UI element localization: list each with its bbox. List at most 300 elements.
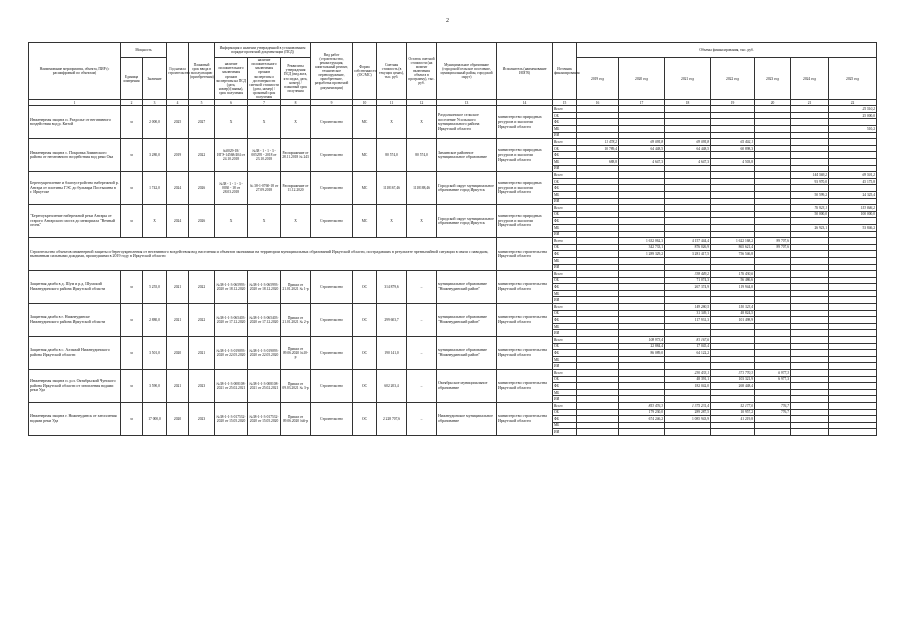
funding-cell [711, 330, 755, 337]
funding-source: ИИ [553, 231, 577, 238]
header-info-a: наличие положительного заключения органов экспертизы на ПСД (дата, номер)/(заявка), срок получения [215, 58, 248, 100]
funding-cell [619, 165, 665, 172]
column-number: 11 [377, 100, 407, 106]
funding-cell [755, 145, 791, 152]
object-name: Инженерная защита г. Нижнеудинск от затопления водами реки Уда [29, 402, 121, 435]
funding-cell: 48 824,5 [711, 310, 755, 317]
funding-cell: 6 977,3 [755, 370, 791, 377]
funding-cell: 25 000,0 [829, 112, 877, 119]
funding-cell [829, 396, 877, 403]
funding-cell [791, 383, 829, 390]
header-info-group: Информация о наличии утвержденной в установленном порядке проектной документации (ПСД) [215, 43, 311, 58]
funding-cell [755, 119, 791, 126]
object-estimate-expertise: №38 - 1 - 1 - 3 - 005295 - 2018 от 23.10.2018 [248, 139, 281, 172]
funding-cell [791, 126, 829, 133]
funding-cell [619, 370, 665, 377]
header-remaining: Остаток сметной стоимости (на момент включения объекта в программу), тыс. руб. [407, 43, 437, 100]
funding-cell [829, 383, 877, 390]
funding-cell: 1 085 943,9 [665, 416, 711, 423]
object-work-type: Строительство [311, 205, 353, 238]
object-expertise: Х [215, 205, 248, 238]
header-executor: Исполнитель (наименование ИОГВ) [497, 43, 553, 100]
object-name: Защитная дамба в г. Нижнеудинске Нижнеудинского района Иркутской области [29, 304, 121, 337]
funding-cell [829, 350, 877, 357]
funding-cell [665, 126, 711, 133]
funding-cell [829, 145, 877, 152]
funding-cell [665, 211, 711, 218]
funding-cell [755, 165, 791, 172]
funding-cell [791, 264, 829, 271]
header-year: 2023 год [755, 58, 791, 100]
funding-cell [829, 317, 877, 324]
funding-cell [665, 429, 711, 436]
funding-source: ОБ [553, 343, 577, 350]
column-number: 18 [665, 100, 711, 106]
funding-cell [755, 356, 791, 363]
funding-cell [619, 224, 665, 231]
column-number: 1 [29, 100, 121, 106]
object-ownership: ОС [353, 370, 377, 403]
funding-cell [577, 238, 619, 245]
object-cost: 314 879,6 [377, 271, 407, 304]
funding-cell [577, 119, 619, 126]
funding-cell [755, 297, 791, 304]
funding-cell [665, 198, 711, 205]
object-name: Инженерная защита с. Покровка Зиминского района от негативного воздействия вод реки Ока [29, 139, 121, 172]
funding-cell [577, 402, 619, 409]
funding-cell [711, 165, 755, 172]
object-plan-year: 2027 [189, 106, 215, 139]
funding-cell [829, 251, 877, 258]
funding-cell [577, 337, 619, 344]
column-number: 3 [143, 100, 167, 106]
funding-cell [619, 185, 665, 192]
funding-source: ФБ [553, 251, 577, 258]
funding-cell: 153 846,2 [829, 205, 877, 212]
header-funding-group: Объемы финансирования, тыс. руб. [577, 43, 877, 58]
funding-cell [619, 271, 665, 278]
funding-cell [755, 350, 791, 357]
funding-cell [755, 106, 791, 113]
funding-cell [619, 363, 665, 370]
header-unit: Единица измерения [121, 58, 143, 100]
funding-cell [791, 409, 829, 416]
funding-cell [755, 112, 791, 119]
funding-cell [577, 126, 619, 133]
funding-cell: 1 375 231,4 [665, 402, 711, 409]
funding-cell [577, 218, 619, 225]
object-cost: 2 228 707,6 [377, 402, 407, 435]
funding-cell: 150 323,4 [711, 304, 755, 311]
object-unit: м [121, 106, 143, 139]
header-year: 2022 год [711, 58, 755, 100]
funding-cell [755, 389, 791, 396]
funding-source: Всего [553, 304, 577, 311]
funding-cell [755, 290, 791, 297]
object-executor: министерство строительства Иркутской области [497, 370, 553, 403]
table-row [29, 139, 877, 146]
funding-cell [619, 257, 665, 264]
funding-cell: 64 122,2 [665, 350, 711, 357]
funding-cell [577, 205, 619, 212]
object-unit: м [121, 370, 143, 403]
funding-cell [577, 356, 619, 363]
funding-cell [829, 132, 877, 139]
funding-cell [619, 152, 665, 159]
funding-cell [791, 251, 829, 258]
funding-source: ФБ [553, 317, 577, 324]
funding-cell: 865 621,4 [711, 244, 755, 251]
table-row [29, 370, 877, 377]
funding-cell [791, 317, 829, 324]
column-number: 12 [407, 100, 437, 106]
object-approval: Распоряжение от 11.12.2020 [281, 172, 311, 205]
funding-cell: 48 391,1 [665, 376, 711, 383]
funding-cell [577, 297, 619, 304]
funding-cell [791, 257, 829, 264]
funding-cell [711, 218, 755, 225]
funding-cell [577, 317, 619, 324]
funding-cell [619, 429, 665, 436]
funding-cell [665, 165, 711, 172]
funding-cell [829, 152, 877, 159]
funding-cell [619, 383, 665, 390]
object-value: 3 280,0 [143, 139, 167, 172]
object-value: 2 000,0 [143, 106, 167, 139]
object-start-year: 2020 [167, 402, 189, 435]
funding-cell [755, 224, 791, 231]
funding-source: ОБ [553, 178, 577, 185]
funding-cell [619, 126, 665, 133]
funding-source: ИИ [553, 330, 577, 337]
funding-cell [577, 409, 619, 416]
funding-cell [711, 264, 755, 271]
object-name: Защитная дамба в д. Шум и р.д. Шумский Нижнеудинского района Иркутской области [29, 271, 121, 304]
funding-cell: 81 167,6 [665, 337, 711, 344]
funding-cell: 60 898,3 [711, 145, 755, 152]
column-number: 15 [553, 100, 577, 106]
funding-cell [619, 317, 665, 324]
funding-cell [791, 132, 829, 139]
object-ownership: ОС [353, 304, 377, 337]
funding-cell [619, 264, 665, 271]
funding-cell [791, 323, 829, 330]
funding-cell [755, 317, 791, 324]
object-executor: министерство природных ресурсов и экологии Иркутской области [497, 139, 553, 172]
header-year: 2020 год [619, 58, 665, 100]
funding-cell [577, 231, 619, 238]
funding-cell [755, 264, 791, 271]
object-work-type: Строительство [311, 304, 353, 337]
funding-cell [619, 389, 665, 396]
funding-cell [619, 119, 665, 126]
header-power: Мощность [121, 43, 167, 58]
funding-cell [829, 257, 877, 264]
funding-cell: 26 923,1 [791, 224, 829, 231]
funding-cell [791, 356, 829, 363]
funding-cell [791, 330, 829, 337]
funding-cell: 89 707,6 [755, 238, 791, 245]
funding-cell [619, 231, 665, 238]
object-municipality: муниципальное образование "Нижнеудинский район" [437, 337, 497, 370]
funding-cell [829, 277, 877, 284]
object-executor: министерство строительства Иркутской области [497, 402, 553, 435]
header-work-type: Вид работ (строительство, реконструкция, капитальный ремонт, техническое перевооружение, приобретение, разработка проектной документации) [311, 43, 353, 100]
funding-source: ФБ [553, 416, 577, 423]
funding-cell [791, 337, 829, 344]
funding-source: МБ [553, 389, 577, 396]
object-approval: Приказ от 09.06.2020 №6-р [281, 402, 311, 435]
funding-cell [577, 370, 619, 377]
header-year: 2019 год [577, 58, 619, 100]
column-number: 8 [281, 100, 311, 106]
funding-cell: 876 026,9 [665, 244, 711, 251]
funding-cell: 182 042,0 [665, 383, 711, 390]
funding-cell: 179 230,0 [619, 409, 665, 416]
funding-source: ФБ [553, 185, 577, 192]
object-plan-year: 2023 [189, 370, 215, 403]
object-unit: м [121, 139, 143, 172]
object-cost: 80 574,0 [377, 139, 407, 172]
funding-cell: 230 433,1 [665, 370, 711, 377]
funding-cell: 31 349,1 [665, 310, 711, 317]
object-approval: Х [281, 205, 311, 238]
funding-cell [665, 178, 711, 185]
object-value: 2 880,0 [143, 304, 167, 337]
funding-cell: 64 448,5 [665, 145, 711, 152]
funding-cell [829, 304, 877, 311]
funding-cell [755, 191, 791, 198]
funding-cell [791, 422, 829, 429]
funding-cell [755, 159, 791, 166]
funding-cell [829, 422, 877, 429]
funding-cell [619, 191, 665, 198]
funding-cell [665, 330, 711, 337]
header-info-c: Реквизиты утверждения ПСД (вид акта, кто издал, дата, номер) / плановый срок получения [281, 58, 311, 100]
funding-cell [711, 191, 755, 198]
funding-cell [619, 290, 665, 297]
funding-cell [711, 198, 755, 205]
funding-cell: 101 498,9 [711, 317, 755, 324]
funding-cell [619, 178, 665, 185]
funding-cell [665, 106, 711, 113]
header-ownership: Форма собственности (ОС/МС) [353, 43, 377, 100]
funding-cell [791, 290, 829, 297]
object-ownership: МС [353, 205, 377, 238]
funding-cell [755, 429, 791, 436]
funding-cell: 267 374,9 [665, 284, 711, 291]
object-expertise: №0029-18/ИГЭ-14568/404 от 24.10.2018 [215, 139, 248, 172]
object-approval: Распоряжение от 28.11.2018 № 243 [281, 139, 311, 172]
funding-cell [577, 191, 619, 198]
funding-source: ОБ [553, 376, 577, 383]
funding-cell [829, 409, 877, 416]
funding-cell [755, 330, 791, 337]
column-number: 9 [311, 100, 353, 106]
header-year: 2021 год [665, 58, 711, 100]
funding-cell [791, 416, 829, 423]
funding-source: ФБ [553, 284, 577, 291]
funding-cell [711, 231, 755, 238]
funding-cell [711, 126, 755, 133]
funding-cell: 117 931,3 [665, 317, 711, 324]
funding-cell: 50 599,2 [791, 191, 829, 198]
object-municipality: Раздольинское сельское поселение Усольского муниципального района Иркутской области [437, 106, 497, 139]
funding-cell [711, 257, 755, 264]
funding-cell: 1 632 062,3 [619, 238, 665, 245]
funding-cell [665, 297, 711, 304]
funding-cell [577, 343, 619, 350]
funding-cell [791, 396, 829, 403]
funding-source: ОБ [553, 112, 577, 119]
object-unit: м [121, 271, 143, 304]
funding-cell [829, 370, 877, 377]
funding-source: ОБ [553, 409, 577, 416]
object-start-year: 2019 [167, 139, 189, 172]
funding-cell [619, 330, 665, 337]
funding-cell [665, 185, 711, 192]
object-ownership: ОС [353, 271, 377, 304]
object-work-type: Строительство [311, 370, 353, 403]
funding-cell: 24 325,4 [829, 191, 877, 198]
object-expertise: №38-1-1-3-008108-2021 от 25.02.2021 [215, 370, 248, 403]
funding-cell [791, 198, 829, 205]
object-cost: 299 603,7 [377, 304, 407, 337]
object-value: Х [143, 205, 167, 238]
funding-cell [791, 119, 829, 126]
funding-cell [791, 304, 829, 311]
funding-cell [755, 284, 791, 291]
header-year: 2025 год [829, 58, 877, 100]
funding-cell [711, 119, 755, 126]
funding-cell: 176 430,6 [711, 271, 755, 278]
object-start-year: 2021 [167, 271, 189, 304]
funding-cell [619, 376, 665, 383]
funding-cell [829, 159, 877, 166]
funding-cell [829, 290, 877, 297]
funding-cell [577, 211, 619, 218]
object-estimate-expertise: №38-1-1-3-065403-2020 от 17.12.2020 [248, 304, 281, 337]
funding-source: ИИ [553, 132, 577, 139]
funding-cell [755, 251, 791, 258]
object-municipality: муниципальное образование "Нижнеудинский район" [437, 271, 497, 304]
funding-cell [755, 383, 791, 390]
funding-cell [665, 389, 711, 396]
funding-cell [791, 310, 829, 317]
object-expertise: Х [215, 106, 248, 139]
object-plan-year: 2022 [189, 304, 215, 337]
object-estimate-expertise: №38-1-1-3-019093-2020 от 22.05.2020 [248, 337, 281, 370]
funding-cell: 11 478,2 [577, 139, 619, 146]
funding-cell: 108 973,4 [619, 337, 665, 344]
funding-cell [829, 244, 877, 251]
funding-cell [755, 205, 791, 212]
funding-cell [619, 198, 665, 205]
object-cost: Х [377, 106, 407, 139]
column-number: 10 [353, 100, 377, 106]
funding-cell [665, 323, 711, 330]
funding-cell [577, 422, 619, 429]
funding-source: МБ [553, 422, 577, 429]
funding-cell: 100 000,0 [829, 211, 877, 218]
funding-cell: 69 095,8 [665, 139, 711, 146]
header-year: 2024 год [791, 58, 829, 100]
object-cost: 1118167,46 [377, 172, 407, 205]
funding-cell: 93 970,0 [791, 178, 829, 185]
funding-source: Всего [553, 238, 577, 245]
funding-cell [791, 343, 829, 350]
funding-cell [577, 264, 619, 271]
funding-cell [577, 389, 619, 396]
funding-source: МБ [553, 290, 577, 297]
funding-cell [755, 304, 791, 311]
funding-cell: 10 789,4 [577, 145, 619, 152]
object-remaining: – [407, 304, 437, 337]
funding-cell [711, 106, 755, 113]
object-expertise: №38-1-1-3-065993-2020 от 18.12.2020 [215, 271, 248, 304]
funding-cell: 268 448,4 [711, 383, 755, 390]
table-row [29, 106, 877, 113]
object-municipality: Зиминское районное муниципальное образование [437, 139, 497, 172]
funding-cell [829, 165, 877, 172]
funding-cell [711, 152, 755, 159]
funding-cell [755, 178, 791, 185]
funding-cell [577, 290, 619, 297]
funding-cell [711, 132, 755, 139]
funding-source: ОБ [553, 310, 577, 317]
funding-cell: 53 846,2 [829, 224, 877, 231]
funding-cell [711, 323, 755, 330]
funding-cell [755, 416, 791, 423]
object-unit: м [121, 172, 143, 205]
funding-cell [755, 218, 791, 225]
funding-cell [755, 343, 791, 350]
funding-cell [711, 363, 755, 370]
funding-cell [829, 185, 877, 192]
funding-cell [665, 257, 711, 264]
funding-cell [711, 350, 755, 357]
funding-cell [829, 356, 877, 363]
funding-cell [577, 284, 619, 291]
funding-source: Всего [553, 337, 577, 344]
funding-cell [791, 402, 829, 409]
column-number: 22 [829, 100, 877, 106]
funding-cell [577, 396, 619, 403]
funding-cell: 1 622 168,2 [711, 238, 755, 245]
page-number: 2 [446, 18, 449, 24]
funding-source: ИИ [553, 297, 577, 304]
column-number: 6 [215, 100, 248, 106]
funding-cell [619, 310, 665, 317]
funding-cell [619, 304, 665, 311]
funding-cell [619, 205, 665, 212]
funding-cell: 674 246,2 [619, 416, 665, 423]
funding-cell: 50 000,0 [791, 211, 829, 218]
funding-cell [711, 343, 755, 350]
header-name: Наименование мероприятия, объекта, ПИР (с расшифровкой по объектам) [29, 43, 121, 100]
column-number: 20 [755, 100, 791, 106]
funding-cell: 56 486,6 [711, 277, 755, 284]
funding-cell [829, 330, 877, 337]
object-ownership: МС [353, 106, 377, 139]
object-executor: министерство природных ресурсов и экологии Иркутской области [497, 106, 553, 139]
funding-cell: 688,8 [577, 159, 619, 166]
funding-source: МБ [553, 191, 577, 198]
funding-cell [829, 376, 877, 383]
funding-cell [665, 172, 711, 179]
object-estimate-expertise: №38-1-1-3-008108-2021 от 25.02.2021 [248, 370, 281, 403]
object-remaining: – [407, 402, 437, 435]
